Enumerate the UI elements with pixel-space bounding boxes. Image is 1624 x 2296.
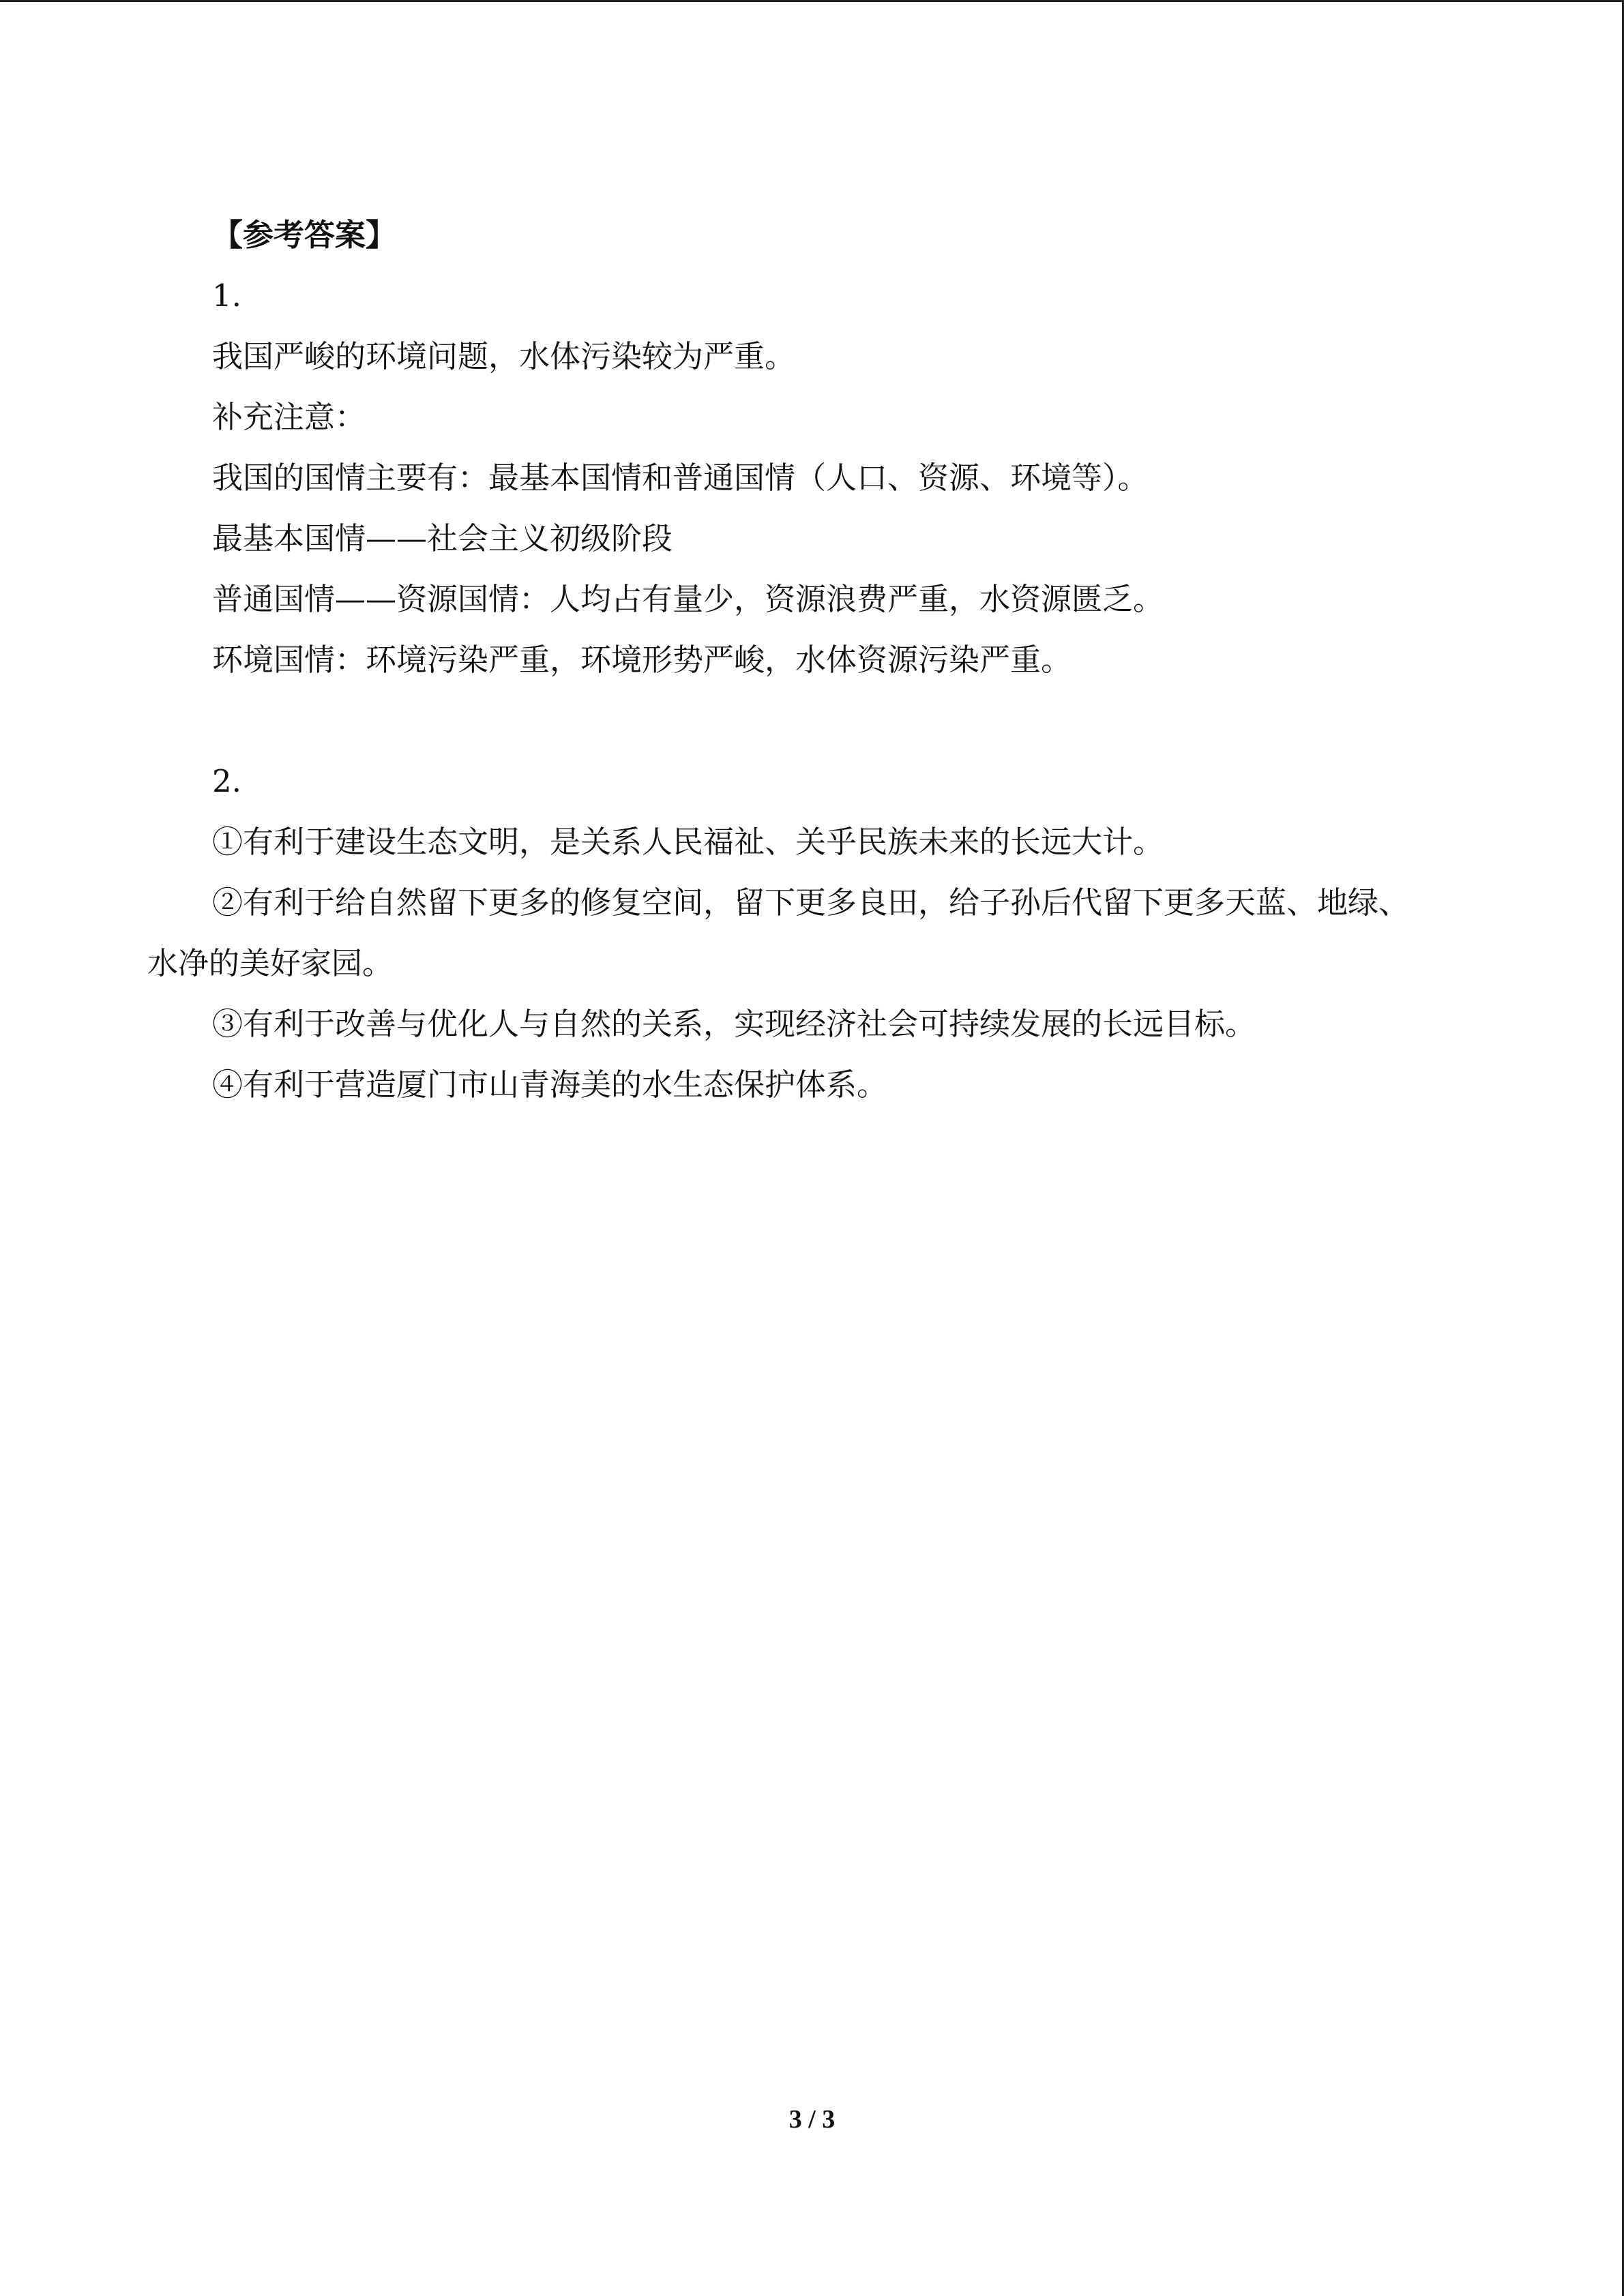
answer-2-point-4: ④有利于营造厦门市山青海美的水生态保护体系。: [212, 1067, 888, 1103]
answer-2-point-2: ②有利于给自然留下更多的修复空间，留下更多良田，给子孙后代留下更多天蓝、地绿、水净的美好家园。: [147, 884, 1410, 981]
answer-1-line: 最基本国情——社会主义初级阶段: [212, 520, 673, 556]
answer-2-point-3: ③有利于改善与优化人与自然的关系，实现经济社会可持续发展的长远目标。: [212, 1006, 1256, 1042]
answer-1-line: 我国严峻的环境问题，水体污染较为严重。: [212, 338, 796, 374]
section-gap: [147, 690, 1443, 751]
answer-1-number: 1.: [212, 278, 241, 314]
answer-1-line: 补充注意：: [212, 399, 366, 435]
section-heading: 【参考答案】: [212, 217, 397, 253]
answer-1-line: 环境国情：环境污染严重，环境形势严峻，水体资源污染严重。: [212, 642, 1072, 678]
answer-1-line: 我国的国情主要有：最基本国情和普通国情（人口、资源、环境等）。: [212, 460, 1149, 496]
document-body: [147, 205, 1443, 1115]
answer-2-point-1: ①有利于建设生态文明，是关系人民福祉、关乎民族未来的长远大计。: [212, 824, 1164, 860]
answer-1-line: 普通国情——资源国情：人均占有量少，资源浪费严重，水资源匮乏。: [212, 581, 1164, 617]
answer-2-number: 2.: [212, 763, 241, 799]
page-number: 3 / 3: [788, 2105, 836, 2134]
